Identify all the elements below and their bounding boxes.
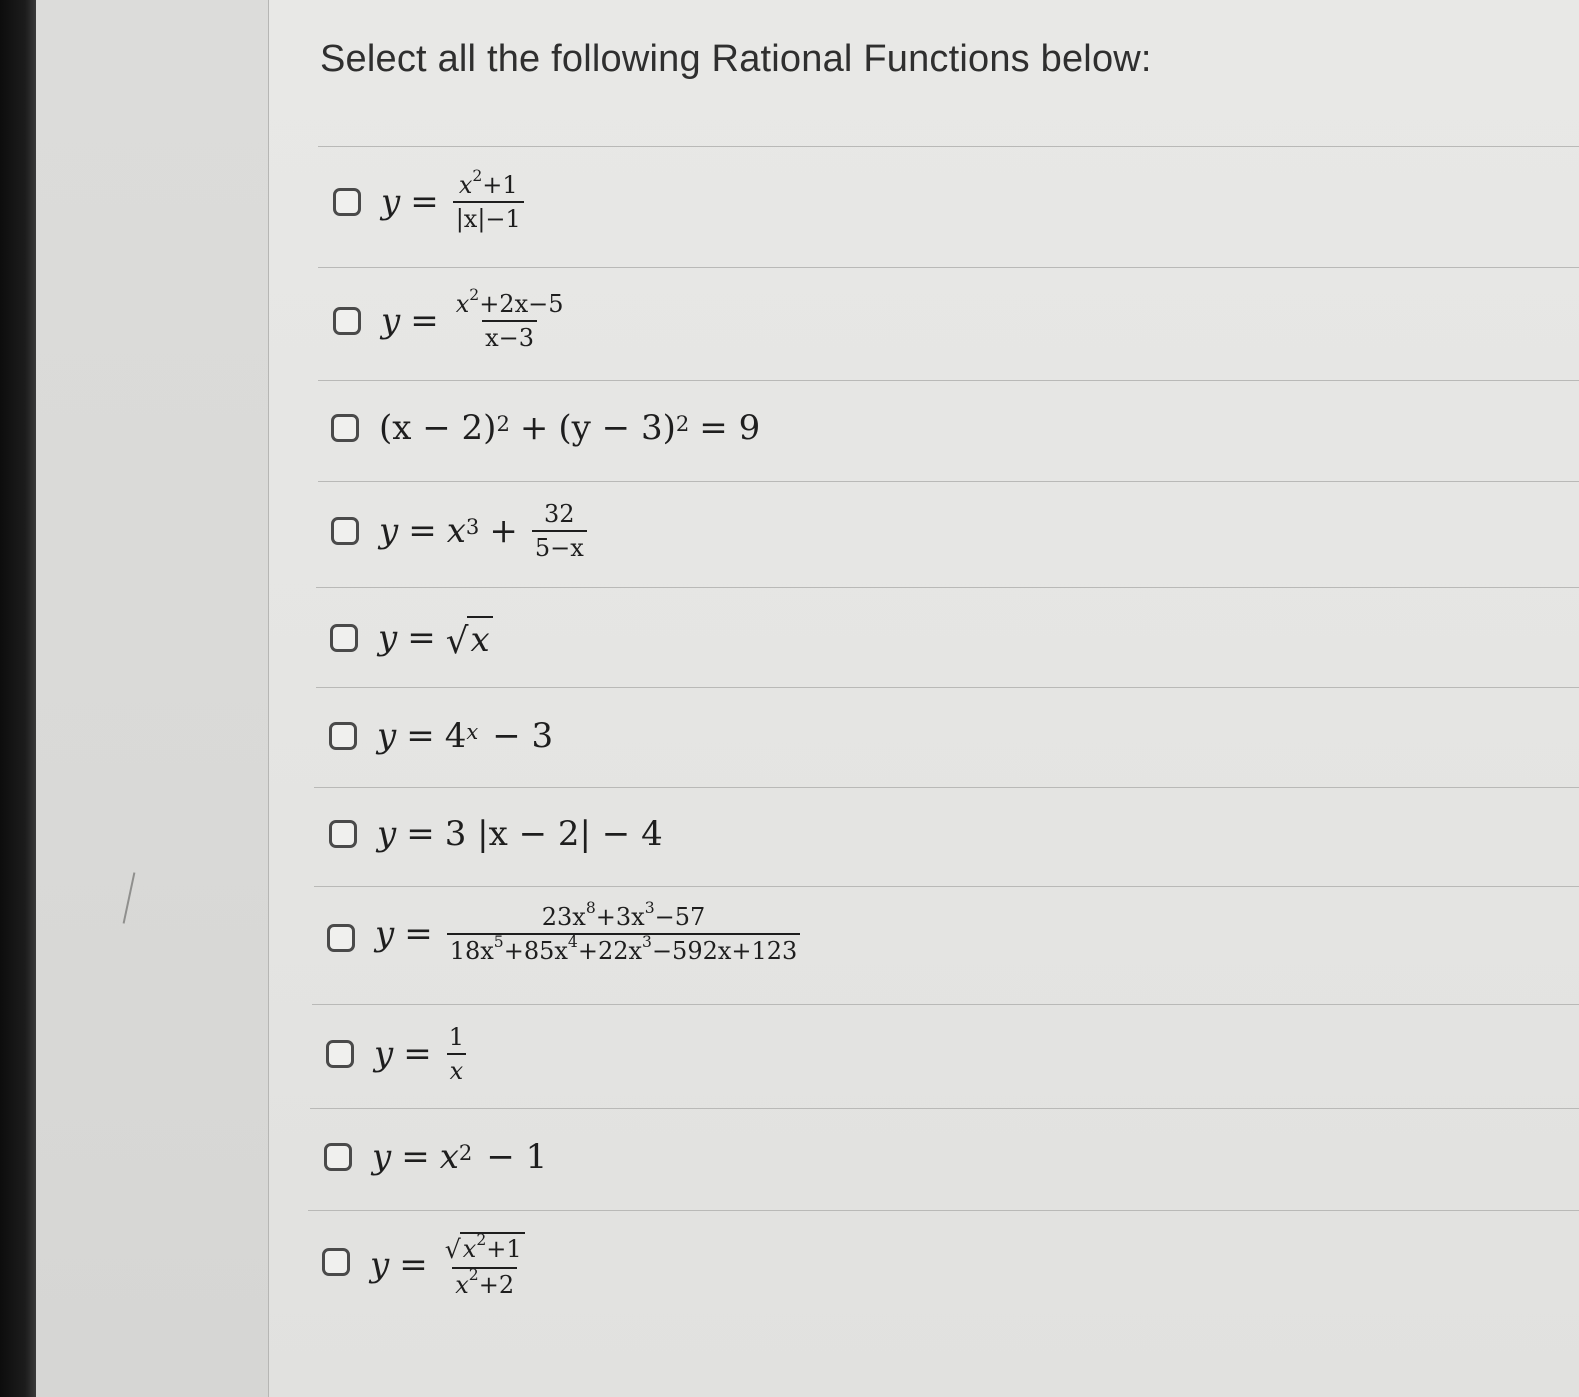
term-b: (y − 3) — [558, 408, 676, 448]
answer-option-9[interactable] — [326, 1024, 471, 1085]
numerator: 1 — [448, 1023, 464, 1051]
checkbox[interactable] — [329, 820, 357, 848]
radicand-exponent: 2 — [476, 1230, 487, 1249]
numerator-rest: +1 — [482, 171, 518, 199]
fraction — [442, 1232, 528, 1298]
answer-option-8[interactable] — [327, 898, 804, 966]
numerator — [442, 1232, 528, 1267]
checkbox[interactable] — [333, 188, 361, 216]
denominator — [447, 933, 801, 964]
fraction — [447, 898, 801, 966]
remainder: − 1 — [486, 1137, 548, 1177]
square-root: √ x — [446, 616, 493, 660]
lhs-variable: y — [370, 1244, 390, 1285]
answer-option-7[interactable] — [329, 814, 663, 854]
lhs-variable: y — [375, 914, 395, 955]
denominator: |x|−1 — [453, 201, 524, 232]
numerator-exponent: 2 — [472, 166, 483, 185]
fraction — [446, 1024, 467, 1085]
num-term: 23x — [541, 903, 586, 931]
divider — [310, 1108, 1579, 1109]
answer-option-2[interactable] — [333, 285, 570, 353]
divider — [314, 787, 1579, 788]
divider — [316, 587, 1579, 588]
option-8-equation: y = $\frac{23x^8+3x^3-57}{18x^5+85x^4+22x^3-592x+123}$ — [375, 904, 804, 965]
checkbox[interactable] — [322, 1248, 350, 1276]
divider — [314, 886, 1579, 887]
option-2-equation: y = $\frac{x^2+2x-5}{x-3}$ — [381, 291, 570, 352]
remainder: − 3 — [492, 716, 554, 756]
divider — [318, 146, 1579, 147]
checkbox[interactable] — [327, 924, 355, 952]
denominator-exponent: 2 — [468, 1266, 479, 1285]
denominator — [452, 1267, 517, 1298]
plus-sign: + — [519, 408, 549, 448]
divider — [312, 1004, 1579, 1005]
answer-option-5[interactable] — [330, 616, 493, 663]
power-base: x — [439, 1137, 459, 1177]
option-6-equation: y = 4 $^x$ − 3 — [377, 716, 554, 756]
answer-option-6[interactable] — [329, 716, 553, 756]
fraction — [453, 285, 567, 353]
den-term: −592x+123 — [651, 937, 798, 966]
fraction — [532, 501, 587, 562]
answer-option-10[interactable] — [324, 1137, 547, 1177]
answer-option-1[interactable] — [333, 166, 528, 234]
answer-option-11[interactable] — [322, 1232, 532, 1298]
checkbox[interactable] — [331, 517, 359, 545]
lhs-variable: y — [377, 716, 397, 756]
den-term: +85x — [503, 937, 568, 966]
radicand: x — [467, 616, 492, 660]
term-a: (x − 2) — [379, 408, 497, 448]
power-base: x — [446, 511, 466, 552]
lhs-variable: y — [381, 182, 401, 223]
lhs-variable: y — [374, 1034, 394, 1075]
checkbox[interactable] — [329, 722, 357, 750]
denominator: x — [447, 1053, 467, 1084]
checkbox[interactable] — [324, 1143, 352, 1171]
checkbox[interactable] — [333, 307, 361, 335]
divider — [316, 687, 1579, 688]
denominator-base: x — [455, 1270, 469, 1299]
lhs-variable: y — [377, 814, 397, 854]
rhs: = 9 — [699, 408, 761, 448]
square-root: √ $x^2+1$ — [445, 1232, 525, 1262]
expression: 3 |x − 2| − 4 — [444, 814, 663, 854]
divider — [318, 380, 1579, 381]
numerator-exponent: 2 — [469, 285, 480, 304]
num-term: +3x — [595, 903, 645, 931]
denominator: x−3 — [482, 320, 537, 351]
option-11-equation: y = √ $x^2+1$ $x^2+2$ — [370, 1232, 532, 1298]
numerator-rest: +2x−5 — [479, 290, 564, 318]
divider — [318, 267, 1579, 268]
denominator-rest: +2 — [478, 1270, 515, 1299]
left-margin — [36, 0, 268, 1397]
fraction — [453, 166, 524, 234]
den-exponent: 3 — [642, 933, 652, 952]
option-1-equation: y = $\frac{x^2+1}{|x|-1}$ — [381, 172, 528, 233]
answer-option-3[interactable] — [331, 408, 760, 448]
checkbox[interactable] — [326, 1040, 354, 1068]
num-term: −57 — [654, 903, 706, 931]
checkbox[interactable] — [331, 414, 359, 442]
den-exponent: 5 — [493, 933, 504, 952]
power-base: 4 — [444, 716, 467, 756]
lhs-variable: y — [378, 618, 398, 658]
denominator: 5−x — [532, 530, 587, 561]
lhs-variable: y — [381, 301, 401, 342]
option-10-equation: y = x $^2$ − 1 — [372, 1137, 548, 1177]
radicand-base: x — [462, 1235, 477, 1263]
checkbox[interactable] — [330, 624, 358, 652]
screen-bezel — [0, 0, 36, 1397]
num-exponent: 8 — [585, 898, 596, 917]
den-term: 18x — [449, 937, 494, 966]
numerator-base: x — [455, 290, 470, 318]
num-exponent: 3 — [644, 898, 655, 917]
option-3-equation: (x − 2) $^2$ + (y − 3) $^2$ = 9 — [379, 408, 761, 448]
numerator — [539, 898, 709, 933]
option-7-equation: y = 3 |x − 2| − 4 — [377, 814, 663, 854]
plus-sign: + — [489, 511, 518, 552]
option-5-equation: y = √ x — [378, 616, 493, 660]
divider — [318, 481, 1579, 482]
question-text: Select all the following Rational Functions below: — [320, 38, 1152, 80]
option-9-equation: y = $\frac{1}{x}$ — [374, 1024, 471, 1085]
numerator: 32 — [544, 500, 575, 528]
lhs-variable: y — [372, 1137, 392, 1177]
den-term: +22x — [577, 937, 643, 966]
den-exponent: 4 — [567, 933, 578, 952]
lhs-variable: y — [379, 511, 399, 552]
radicand-rest: +1 — [486, 1235, 522, 1263]
divider — [308, 1210, 1579, 1211]
answer-option-4[interactable] — [331, 501, 591, 562]
option-4-equation: y = x $^3$ + $\frac{32}{5-x}$ — [379, 501, 591, 562]
numerator-base: x — [458, 171, 473, 199]
